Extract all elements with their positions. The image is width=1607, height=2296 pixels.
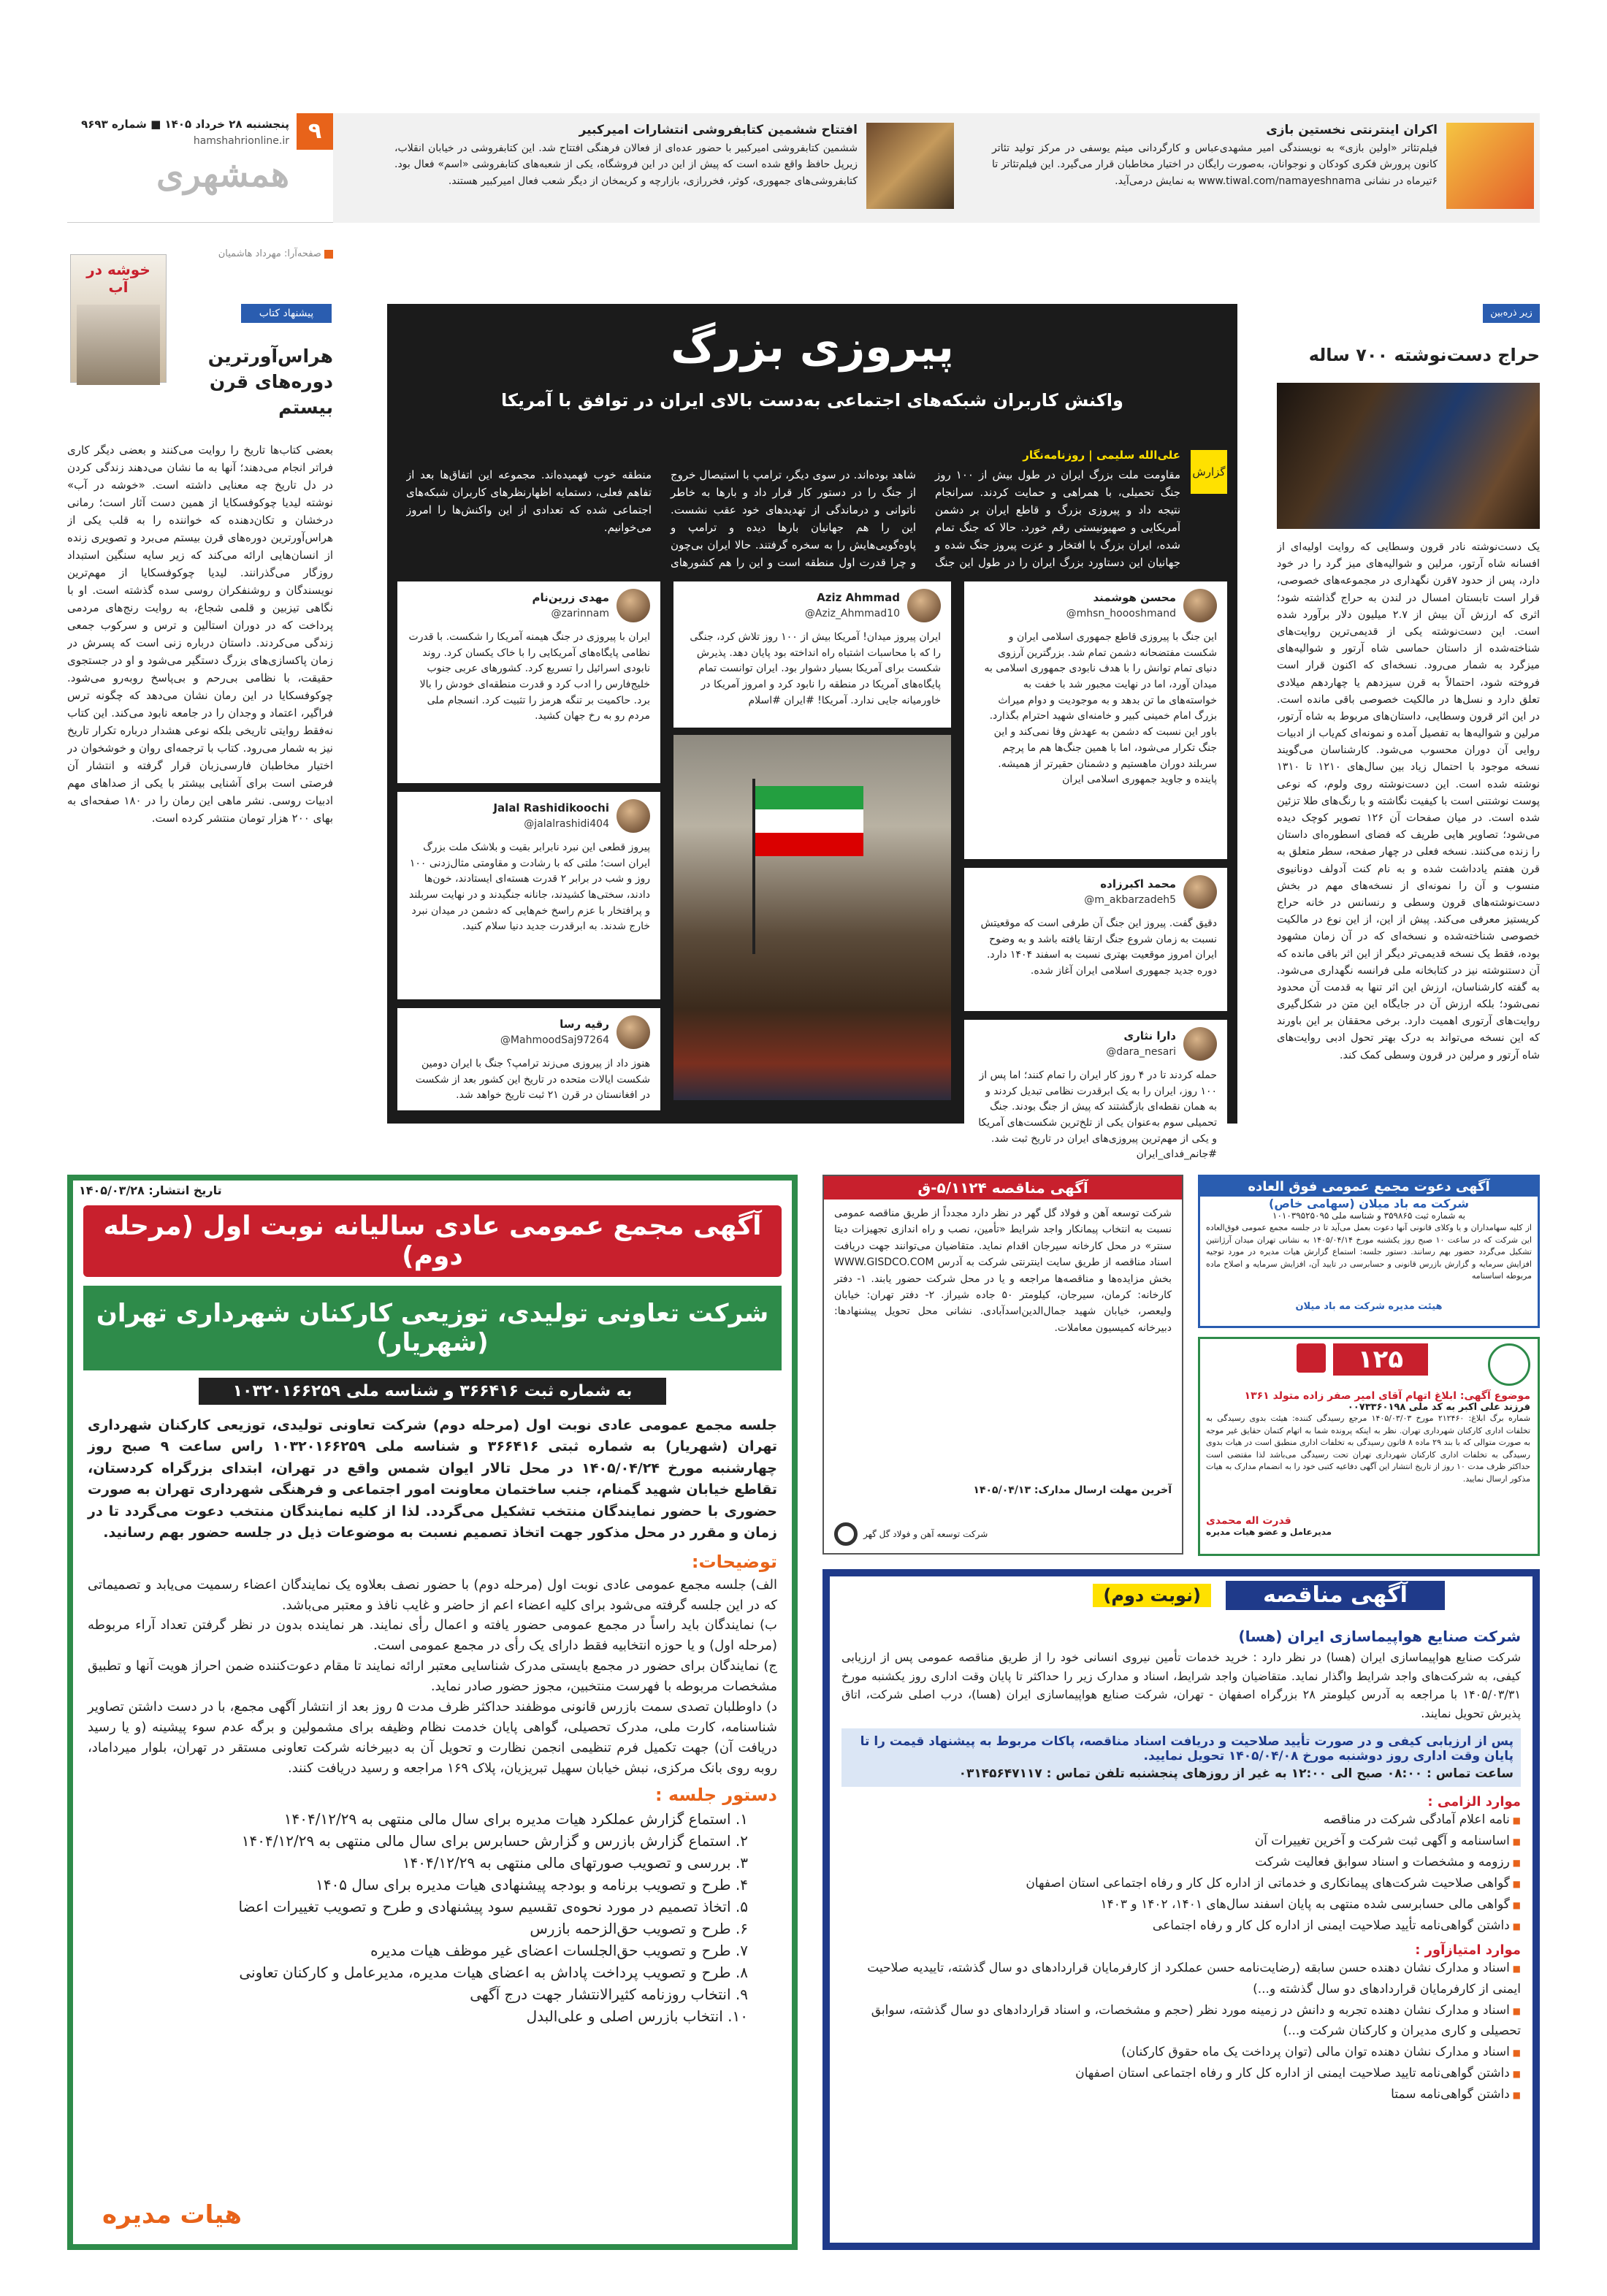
green-ad-intro: جلسه مجمع عمومی عادی نوبت اول (مرحله دوم) شرکت تعاونی تولیدی، توزیعی کارکنان شهرداری تهران (شهریار) به شماره ثبتی ۳۶۶۴۱۶ و شناسه ملی ۱۰۳۲۰۱۶۶۲۵۹ راس ساعت ۹ صبح روز چهارشنبه مورخ ۱۴۰۵/۰۴/۲۴ در محل تالار ایوان شمس واقع در تهران، ابتدای بزرگراه کردستان، تقاطع خیابان شهید گمنام، جنب ساختمان معاونت امور اجتماعی و فرهنگی شهرداری تهران به صورت حضوری با حضور نمایندگان منتخب تشکیل می‌گردد. لذا از کلیه نمایندگان منتخب دعوت می‌گردد تا در زمان و مقرر در محل مذکور جهت اتخاذ تصمیم نسبت به موضوعات ذیل در جلسه حضور بهم رسانید. <box>88 1417 777 1541</box>
manuscript-body: یک دست‌نوشته نادر قرون وسطایی که روایت اولیه‌ای از افسانه شاه آرتور، مرلین و شوالیه‌های میز گرد را در خود دارد، پس از حدود ۷قرن نگهداری در مجموعه‌های خصوصی، قرار است تابستان امسال در لندن به حراج گذاشته شود؛ اثری که ارزش آن بیش از ۲.۷ میلیون دلار برآورد شده است. این دست‌نوشته یکی از قدیمی‌ترین روایت‌های شناخته‌شده از داستان حماسی شاه آرتور و شوالیه‌های میزگرد به شمار می‌رود. نسخه‌ای که اکنون قرار است فروخته شود، احتمالاً به قرن سیزدهم یا چهاردهم میلادی تعلق دارد و نسل‌ها در مالکیت خصوصی باقی مانده است. در این اثر قرون وسطایی، داستان‌های مربوط به شاه آرتور، مرلین و شوالیه‌ها به تفصیل آمده و نمونه‌ای کم‌یاب از ادبیات روایی آن دوران محسوب می‌شود. کارشناسان می‌گویند نسخه موجود با احتمال زیاد بین سال‌های ۱۲۱۰ تا ۱۳۱۰ نوشته شده است. این دست‌نوشته روی ولوم، که نوعی پوست نوشتنی است با کیفیت نگاشته و با رنگ‌های طلا تزئین شده است. در میان صفحات آن ۱۲۶ تصویر کوچک دیده می‌شود؛ تصاویر هایی طریف که فضای اسطوره‌ای داستان را زنده می‌کنند. نسخه فعلی در چهار صفحه، سطر متعلق به قرن هفتم یادداشت شده و به نام کنت آدولف دونانیوی منسوب و آن را نمونه‌ای از نسخه‌های مهم در بخش دست‌نوشته‌های قرون وسطی و رنسانس در خانه حراج کریستیز معرفی می‌کند. پیش از این، از این نوع در مالکیت خصوصی شناخته‌شده و نسخه‌ای که در آن زمان مشهود بوده، فقط یک نسخه قدیمی‌تر دیگر از این اثر باقی مانده که آن دستنوشته نیز در کتابخانه ملی فرانسه نگهداری می‌شود. به گفته کارشناسان، ارزش این اثر تنها به قدمت آن محدود نمی‌شود؛ بلکه ارزش آن در جایگاه این متن در شکل‌گیری روایت‌های آرتوری اهمیت دارد. برخی محققان بر این باورند که این نسخه می‌تواند به درک بهتر تحول ادبی روایت‌های شاه آرتور و مرلین در قرون وسطی کمک کند. <box>1277 541 1540 1061</box>
avatar <box>1183 875 1217 909</box>
agenda-item: ۸. طرح و تصویب پرداخت پاداش به اعضای هیات مدیره، مدیرعامل و کارکنان تعاونی <box>239 1963 748 1981</box>
pts-item: ■ اسناد و مدارک نشان دهنده توان مالی (توان پرداخت یک ماه حقوق کارکنان) <box>841 2042 1521 2063</box>
tweet-author: Jalal Rashidikoochi <box>493 801 609 815</box>
req-item: ■ رزومه و مشخصات و اسناد سوابق فعالیت شرکت <box>841 1852 1521 1873</box>
feature-subtitle: واکنش کاربران شبکه‌های اجتماعی به‌دست بالای ایران در توافق با آمریکا <box>501 390 1123 411</box>
tweet-card <box>397 581 660 783</box>
tweet-handle[interactable]: @mhsn_hoooshmand <box>1066 607 1176 619</box>
tender2-title: آگهی مناقصه <box>1226 1581 1445 1610</box>
note-b: ب) نمایندگان باید راساً در مجمع عمومی حضور یافته و اعمال رأی نمایند. هر نماینده بدون در نظر گرفتن تعداد آراء مربوطه (مرحله اول) و یا حوزه انتخابیه فقط دارای یک رأی در مجمع عمومی است. <box>88 1617 777 1654</box>
avatar <box>617 1015 650 1049</box>
tender1-head: آگهی مناقصه ۵/۱۱۲۴-ق <box>824 1176 1182 1200</box>
manuscript-photo <box>1277 383 1540 529</box>
green-ad-company: شرکت تعاونی تولیدی، توزیعی کارکنان شهرداری تهران (شهریار) <box>83 1286 782 1370</box>
avatar <box>617 799 650 833</box>
pts-item: ■ اسناد و مدارک نشان دهنده تجربه و دانش در زمینه مورد نظر (حجم و مشخصات، و اسناد قراردادهای دو سال گذشته، سوابق تحصیلی و کاری مدیران و کارکنان شرکت و...) <box>841 2000 1521 2043</box>
feature-lead: مقاومت ملت بزرگ ایران در طول بیش از ۱۰۰ روز جنگ تحمیلی، با همراهی و حمایت کردند. سرانجام نتیجه داد و پیروزی بزرگ و قاطع ایران بر دشمن آمریکایی و صهیونیستی رقم خورد. حالا که جنگ تمام شده، ایران بزرگ با افتخار و عزت پیروز جنگ شده و جهانیان این دستاورد بزرگ ایران را در طول این جنگ شاهد بوده‌اند. در سوی دیگر، ترامپ با استیصال خروج از جنگ را در دستور کار قرار داد و بارها به خاطر ناتوانی و درماندگی از تهدیدهای خود عقب نشست. این را هم جهانیان بارها دیده و ترامپ و پاوه‌گویی‌هایش را به سخره گرفتند. حالا ایران بی‌چون و چرا قدرت اول منطقه است و این را هم کشورهای منطقه خوب فهمیده‌اند. مجموعه این اتفاق‌ها بعد از تفاهم فعلی، دستمایه اظهارنظرهای کاربران شبکه‌های اجتماعی شده که تعدادی از این واکنش‌ها را امروز می‌خوانیم. <box>406 468 1180 569</box>
green-ad-reg: به شماره ثبت ۳۶۶۴۱۶ و شناسه ملی ۱۰۳۲۰۱۶۶۲۵۹ <box>199 1378 666 1405</box>
report-kicker: گزارش <box>1191 450 1227 494</box>
editor-credit: صفحه‌آرا: مهرداد هاشمیان <box>67 248 333 259</box>
tweet-text: هنوز داد از پیروزی می‌زند ترامپ؟ جنگ با ایران دومین شکست ایالات متحده در تاریخ این کشور بعد از شکست در افغانستان در قرن ۲۱ ثبت تاریخ خواهد شد. <box>415 1058 650 1102</box>
flag-pole <box>752 779 755 954</box>
tender2-round: (نوبت دوم) <box>1093 1584 1211 1607</box>
tender2-intro: شرکت صنایع هواپیماسازی ایران (هسا) در نظر دارد : خرید خدمات تأمین نیروی انسانی خود را از طریق مناقصه عمومی پس از ارزیابی کیفی، به شرکت‌های واجد شرایط واگذار نماید. متقاضیان واجد شرایط، اسناد و مدارک زیر را حداکثر تا پایان وقت اداری روز یکشنبه مورخ ۱۴۰۵/۰۳/۳۱ با مراجعه به آدرس کیلومتر ۲۸ بزرگراه اصفهان - تهران، شرکت صنایع هواپیماسازی ایران (هسا)، درب اصلی شرکت، اتاق پذیرش تحویل نمایند. <box>841 1650 1521 1720</box>
tweet-author: مهدی زرین‌نام <box>532 590 609 604</box>
green-ad-date: تاریخ انتشار: ۱۴۰۵/۰۳/۲۸ <box>79 1183 222 1197</box>
ambulance-logo-icon <box>1297 1343 1326 1373</box>
tweet-card <box>397 792 660 999</box>
agenda-item: ۶. طرح و تصویب حق‌الزحمه بازرس <box>530 1919 748 1937</box>
green-ad-notes-title: توضیحات: <box>691 1551 777 1572</box>
avatar <box>1183 589 1217 622</box>
logo: همشهری <box>156 154 289 195</box>
agenda-item: ۴. طرح و تصویب برنامه و بودجه پیشنهادی هیات مدیره برای سال ۱۴۰۵ <box>316 1875 748 1893</box>
tweet-handle[interactable]: @zarinnam <box>551 607 609 619</box>
municipal-title: موضوع آگهی: ابلاغ اتهام آقای امیر صفر زاده متولد ۱۳۶۱ <box>1244 1390 1530 1402</box>
req-item: ■ نامه اعلام آمادگی شرکت در مناقصه <box>841 1809 1521 1831</box>
book-cover-title: خوشه در آب <box>86 261 150 296</box>
tweet-text: پیروز قطعی این نبرد نابرابر بقیت و بلاشک ملت بزرگ ایران است؛ ملتی که با رشادت و مقاومتی مثال‌زدنی ۱۰۰ روز و شب در برابر ۲ قدرت هسته‌ای ایستادند، خون‌ها دادند، سختی‌ها کشیدند، جانانه جنگیدند و در نهایت سربلند و پرافتخار با عزم راسخ خم‌هایی که دشمن در میدان نبرد خارج شدند. به ابرقدرت جدید دنیا سلام کنید. <box>408 842 650 933</box>
item2-body: ششمین کتابفروشی امیرکبیر با حضور عده‌ای از فعالان فرهنگی افتتاح شد. این کتابفروشی در خیابان انقلاب، زیرپل حافظ واقع شده است که پیش از این در این فروشگاه، یکی از شعبه‌های کتابفروشی «اسم» فعال بود. کتابفروشی‌های جمهوری، کوثر، فخررازی، بازارچه و کریمخان از دیگر شعب فعال امیرکبیر هستند. <box>394 142 858 187</box>
tweet-card <box>673 581 951 728</box>
req-item: ■ اساسنامه و آگهی ثبت شرکت و آخرین تغییرات آن <box>841 1831 1521 1852</box>
req-list <box>841 1809 1521 1936</box>
assembly-reg: به شماره ثبت ۳۵۹۸۶۵ و شناسه ملی ۱۰۱۰۳۹۵۲۵۰۹۵ <box>1272 1210 1465 1221</box>
note-d: د) داوطلبان تصدی سمت بازرس قانونی موظفند حداکثر ظرف مدت ۵ روز بعد از انتشار آگهی مجمع، با در دست داشتن تصاویر شناسنامه، کارت ملی، مدرک تحصیلی، گواهی پایان خدمت نظام وظیفه برای مشمولین و برگه عدم سوء پیشینه (و یا رسید دریافت آن) جهت تکمیل فرم تنظیمی انجمن نظارت و تحویل آن به دبیرخانه شرکت تعاونی مستقر در تهران، بلوار میرداماد، روبه روی بانک مرکزی، نبش خیابان سهیل تبریزیان، پلاک ۱۶۹ مراجعه و رسید دریافت کنند. <box>88 1698 777 1776</box>
pts-item: ■ داشتن گواهی‌نامه سمتا <box>841 2084 1521 2105</box>
tweet-author: Aziz Ahmmad <box>817 590 900 604</box>
green-ad-agenda-title: دستور جلسه : <box>655 1784 777 1805</box>
tweet-handle[interactable]: @MahmoodSaj97264 <box>500 1034 609 1046</box>
municipal-body: شماره برگ ابلاغ: ۲۱۲۴۶۰ مورخ ۱۴۰۵/۰۳/۰۳ مرجع رسیدگی کننده: هیئت بدوی رسیدگی به تخلفات اداری کارکنان شهرداری تهران. نظر به اینکه پرونده شما به اتهام کتمان حقایق غیر موجه به صورت متوالی که با بند ۲۹ ماده ۸ قانون رسیدگی به تخلفات اداری منطبق است در هیات بدوی رسیدگی به تخلفات اداری کارکنان شهرداری تهران تحت رسیدگی می‌باشد لذا مقتضی است حداکثر ظرف مدت ۱۰ روز از تاریخ انتشار این آگهی دفاعیه کتبی خود را به انضمام مدارک به هیات مذکور ارسال نمایید. <box>1206 1414 1530 1484</box>
pts-item: ■ اسناد و مدارک نشان دهنده حسن سابقه (رضایت‌نامه حسن عملکرد از کارفرمایان قراردادهای دو سال گذشته، تاییدیه صلاحیت ایمنی از کارفرمایان قراردادهای دو سال گذشته و...) <box>841 1958 1521 2000</box>
req-item: ■ داشتن گواهی‌نامه تأیید صلاحیت ایمنی از اداره کل کار و رفاه اجتماعی <box>841 1915 1521 1937</box>
green-ad <box>67 1175 798 2250</box>
pts-title: موارد امتیازآور : <box>1415 1942 1521 1958</box>
note-a: الف) جلسه مجمع عمومی عادی نوبت اول (مرحله دوم) با حضور نصف بعلاوه یک نمایندگان اعضاء رسمیت می‌یابد و تصمیماتی که در این جلسه گرفته می‌شود برای کلیه اعضاء اعم از حاضر و غایب نافذ و معتبر می‌باشد. <box>88 1576 777 1613</box>
agenda-list <box>88 1808 748 2027</box>
feature-panel <box>387 304 1237 1161</box>
manuscript-kicker: زیر ذره‌بین <box>1483 304 1540 323</box>
green-ad-sign: هیات مدیره <box>102 2200 242 2230</box>
agenda-item: ۹. انتخاب روزنامه کثیرالانتشار جهت درج آگهی <box>470 1985 748 2003</box>
req-title: موارد الزامی : <box>1427 1794 1521 1810</box>
pts-list <box>841 1958 1521 2105</box>
tender1-ad <box>822 1175 1183 1555</box>
item1-photo <box>1446 123 1534 209</box>
municipality-logo-icon <box>1488 1343 1530 1386</box>
agenda-item: ۱۰. انتخاب بازرس اصلی و علی‌البدل <box>526 2007 748 2025</box>
tender2-banner: پس از ارزیابی کیفی و در صورت تأیید صلاحیت و دریافت اسناد مناقصه، پاکات مربوط به پیشنهاد قیمت را تا پایان وقت اداری روز دوشنبه مورخ ۱۴۰۵/۰۴/۰۸ تحویل نمایید. ساعت تماس : ۰۸:۰۰ صبح الی ۱۲:۰۰ به غیر از روزهای پنجشنبه تلفن تماس : ۰۳۱۴۵۶۴۷۱۱۷ <box>841 1728 1521 1787</box>
item2-photo <box>866 123 954 209</box>
green-ad-title: آگهی مجمع عمومی عادی سالیانه نوبت اول (مرحله دوم) <box>83 1205 782 1277</box>
tweet-text: این جنگ با پیروزی قاطع جمهوری اسلامی ایران و شکست مفتضحانه دشمن تمام شد. بزرگترین آرزوی دنیای تمام توانش را با هدف نابودی جمهوری اسلامی به میدان آورد، اما در نهایت مجبور شد با خفت به خواسته‌های ما تن بدهد و به موجودیت و دوام میراث بزرگ امام خمینی کبیر و خامنه‌ای شهید احترام بگذارد. باور این نسبت که دشمن به عهدش وفا نمی‌کند و این جنگ تکرار می‌شود، اما با همین جنگ‌ها هم ما پرچم سربلند دوران ماهستیم و دشمنان حقیرتر از همیشه. پاینده و جاوید جمهوری اسلامی ایران <box>984 631 1217 786</box>
item2-title: افتتاح ششمین کتابفروشی انتشارات امیرکبیر <box>579 123 858 137</box>
tweet-card <box>964 581 1227 859</box>
agenda-item: ۲. استماع گزارش بازرس و گزارش حسابرس برای سال مالی منتهی به ۱۴۰۴/۱۲/۲۹ <box>241 1831 748 1850</box>
tweet-handle[interactable]: @dara_nesari <box>1106 1045 1176 1058</box>
agenda-item: ۷. طرح و تصویب حق‌الجلسات اعضای غیر موظف هیات مدیره <box>370 1941 748 1959</box>
tweet-text: ایران با پیروزی در جنگ هیمنه آمریکا را شکست. با قدرت نظامی پایگاه‌های آمریکایی را با خاک یکسان کرد. روند نابودی اسرائیل را تسریع کرد. کشورهای عربی جنوب خلیج‌فارس را ادب کرد و قدرت منطقه‌ای خودش را بالا برد. حاکمیت بر تنگه هرمز را تثبیت کرد. انسجام ملی مردم رو به رخ جهان کشید. <box>408 631 650 722</box>
book-title: هراس‌آورترین دوره‌های قرن بیستم <box>207 346 333 418</box>
site-url[interactable]: hamshahrionline.ir <box>193 135 289 147</box>
gisdco-logo-icon <box>834 1522 858 1546</box>
book-kicker: پیشنهاد کتاب <box>241 304 332 323</box>
manuscript-title: حراج دست‌نوشته ۷۰۰ ساله <box>1308 345 1540 365</box>
num-125: ۱۲۵ <box>1333 1343 1428 1376</box>
top-item-2 <box>387 123 954 214</box>
note-c: ج) نمایندگان برای حضور در مجمع بایستی مدرک شناسایی معتبر ارائه نمایند تا مقام دعوت‌کننده ضمن احراز هویت آنها و تطبیق مشخصات مربوطه با فهرست منتخبین، مجوز حضور صادر نماید. <box>88 1658 777 1695</box>
flag-illustration <box>673 735 951 1100</box>
tweet-author: رقیه رسا <box>560 1017 609 1031</box>
assembly-sign: هیئت مدیره شرکت مه باد میلان <box>1295 1301 1443 1312</box>
tender1-body: شرکت توسعه آهن و فولاد گل گهر در نظر دارد مجدداً از طریق مناقصه عمومی نسبت به انتخاب پیمانکار واجد شرایط «تأمین، نصب و راه اندازی تجهیزات دیتا سنتر» در محل کارخانه سیرجان اقدام نماید. متقاضیان می‌توانند جهت دریافت اسناد مناقصه از طریق سایت اینترنتی شرکت به آدرس WWW.GISDCO.COM بخش مزایده‌ها و مناقصه‌ها مراجعه و یا در محل شرکت حضور یابند. ۱- دفتر کارخانه: کرمان، سیرجان، کیلومتر ۵۰ جاده شیراز. ۲- دفتر تهران: خیابان ولیعصر، خیابان شهید جمال‌الدین‌اسدآبادی. نشانی محل تحویل پیشنهادها: دبیرخانه کمیسیون معاملات. <box>834 1208 1172 1334</box>
item1-title: اکران اینترنتی نخستین بازی <box>1266 123 1438 137</box>
tender2-ad <box>822 1569 1540 2250</box>
avatar <box>617 589 650 622</box>
issue-date: پنجشنبه ۲۸ خرداد ۱۴۰۵ ■ شماره ۹۶۹۳ <box>81 118 289 131</box>
tweet-author: محمد اکبرزاده <box>1100 877 1176 890</box>
tweet-handle[interactable]: @Aziz_Ahmmad10 <box>804 607 900 619</box>
editor-marker <box>324 250 333 259</box>
assembly-ad <box>1198 1175 1540 1328</box>
book-cover <box>70 254 167 383</box>
tweet-text: ایران پیروز میدان! آمریکا بیش از ۱۰۰ روز تلاش کرد، جنگی را که با محاسبات اشتباه راه انداخته بود پایان دهد. پذیرش شکست برای آمریکا بسیار دشوار بود. ایران توانست تمام پایگاه‌های آمریکا در منطقه را نابود کرد و امروز آمریکا در خاورمیانه جایی ندارد. آمریکا! #ایران #اسلام <box>690 631 941 706</box>
tweet-card <box>964 868 1227 1011</box>
page-number: ۹ <box>297 113 333 150</box>
tweet-author: دارا نثاری <box>1123 1029 1176 1042</box>
avatar <box>907 589 941 622</box>
tender1-deadline: آخرین مهلت ارسال مدارک: ۱۴۰۵/۰۴/۱۳ <box>973 1484 1172 1496</box>
avatar <box>1183 1027 1217 1061</box>
tweet-author: محسن هوشمند <box>1093 590 1176 604</box>
municipal-sub: فرزند علی اکبر به کد ملی ۰۰۷۳۳۶۰۱۹۸ <box>1347 1402 1530 1413</box>
item1-body: فیلم‌تئاتر «اولین بازی» به نویسندگی امیر مشهدی‌عباس و کارگردانی میثم یوسفی در مرکز تولید تئاتر کانون پرورش فکری کودکان و نوجوانان، به‌صورت رایگان در اختیار مخاطبان قرار می‌گیرد. این فیلم‌تئاتر تا ۶تیرماه در نشانی www.tiwal.com/namayeshnama به نمایش درمی‌آید. <box>992 142 1438 187</box>
tweet-text: حمله کردند تا در ۴ روز کار ایران را تمام کنند؛ اما پس از ۱۰۰ روز، ایران را به یک ابرقدرت نظامی تبدیل کردند و به همان نقطه‌ای بازگشتند که پیش از جنگ بودند. جنگ تحمیلی سوم به‌عنوان یکی از تلخ‌ترین شکست‌های آمریکا و یکی از مهم‌ترین پیروزی‌های ایران در تاریخ ثبت شد. #جانم_فدای_ایران <box>978 1069 1217 1161</box>
pts-item: ■ داشتن گواهی‌نامه تایید صلاحیت ایمنی از اداره کل کار و رفاه اجتماعی استان اصفهان <box>841 2063 1521 2084</box>
assembly-body: از کلیه سهامداران و یا وکلای قانونی آنها دعوت بعمل می‌آید تا در جلسه مجمع عمومی فوق‌العاده این شرکت که در ساعت ۱۰ صبح روز یکشنبه مورخ ۱۴۰۵/۰۴/۱۴ به نشانی تهران میدان آرژانتین تشکیل می‌گردد حضور بهم رسانند. دستور جلسه: استماع گزارش هیات مدیره در مورد توجیه افزایش سرمایه و گزارش بازرس قانونی و حسابرسی در تایید آن، افزایش سرمایه و اصلاح ماده مربوطه اساسنامه <box>1206 1223 1532 1281</box>
masthead <box>67 113 333 223</box>
book-cover-art <box>77 305 160 385</box>
iran-flag <box>754 786 863 856</box>
municipal-sign: قدرت اله محمدی <box>1206 1515 1291 1527</box>
assembly-title: آگهی دعوت مجمع عمومی فوق العاده <box>1200 1177 1538 1197</box>
tweet-card <box>397 1008 660 1110</box>
req-item: ■ گواهی صلاحیت شرکت‌های پیمانکاری و خدماتی از اداره کل کار و رفاه اجتماعی استان اصفهان <box>841 1873 1521 1894</box>
agenda-item: ۳. بررسی و تصویب صورتهای مالی منتهی به ۱۴۰۴/۱۲/۲۹ <box>402 1853 748 1872</box>
tender2-company: شرکت صنایع هواپیماسازی ایران (هسا) <box>1238 1628 1521 1645</box>
assembly-company: شرکت مه باد میلان (سهامی خاص) <box>1269 1197 1469 1210</box>
tweet-handle[interactable]: @jalalrashidi404 <box>524 817 609 830</box>
top-item-1 <box>985 123 1534 214</box>
agenda-item: ۱. استماع گزارش عملکرد هیات مدیره برای سال مالی منتهی به ۱۴۰۴/۱۲/۲۹ <box>283 1809 748 1828</box>
municipal-ad <box>1198 1337 1540 1556</box>
feature-byline: علی‌الله سلیمی | روزنامه‌نگار <box>1023 449 1180 462</box>
feature-title: پیروزی بزرگ <box>671 321 954 373</box>
tweet-text: دقیق گفت. پیروز این جنگ آن طرفی است که موقعیتش نسبت به زمان شروع جنگ ارتقا یافته باشد و به وضوح ایران امروز موقعیت بهتری نسبت به اسفند ۱۴۰۴ دارد. دوره جدید جمهوری اسلامی ایران آغاز شده. <box>980 918 1217 977</box>
book-body: بعضی کتاب‌ها تاریخ را روایت می‌کنند و بعضی دیگر کاری فراتر انجام می‌دهند؛ آنها به ما نشان می‌دهند زندگی کردن در دل تاریخ چه معنایی داشته است. «خوشه در آب» نوشته لیدیا چوکوفسکایا از همین دست آثار است؛ رمانی درخشان و تکان‌دهنده که خواننده را به قلب یکی از هراس‌آورترین دوره‌های قرن بیستم می‌برد و تصویری زنده از انسان‌هایی ارائه می‌کند که زیر سایه سنگین استبداد روزگار می‌گذرانند. لیدیا چوکوفسکایا از مهم‌ترین نویسندگان و روشنفکران روسی سده گذشته است. او با نگاهی تیزبین و قلمی شجاع، به روایت رنج‌های مردمی پرداخت که در دوران استالین و ترس و سرکوب جمعی زندگی می‌کردند. داستان درباره زنی است که پسرش در زمان پاکسازی‌های بزرگ دستگیر می‌شود و او در جستجوی حقیقت، با نظامی بی‌رحم و بی‌پاسخ روبه‌رو می‌شود. چوکوفسکایا در این رمان نشان می‌دهد که چگونه ترس فراگیر، اعتماد و وجدان را در جامعه نابود می‌کند. این کتاب نه‌فقط روایتی تاریخی بلکه نوعی هشدار درباره تکرار تاریخ نیز به شمار می‌رود. کتاب با ترجمه‌ای روان و خوشخوان در اختیار مخاطبان فارسی‌زبان قرار گرفته و انتشار آن فرصتی است برای آشنایی بیشتر با یکی از صداهای مهم ادبیات روسی. نشر ماهی این رمان را در ۱۸۰ صفحه‌ای به بهای ۲۰۰ هزار تومان منتشر کرده است. <box>67 443 333 825</box>
tender1-logo: شرکت توسعه آهن و فولاد گل گهر <box>834 1522 988 1546</box>
agenda-item: ۵. اتخاذ تصمیم در مورد نحوه‌ی تقسیم سود پیشنهادی و طرح و تصویب تغییرات اعضا <box>238 1897 748 1915</box>
green-ad-notes <box>88 1575 777 1779</box>
municipal-sign-role: مدیرعامل و عضو هیات مدیره <box>1206 1527 1332 1537</box>
tweet-handle[interactable]: @m_akbarzadeh5 <box>1084 893 1176 906</box>
req-item: ■ گواهی مالی حسابرسی شده منتهی به پایان اسفند سال‌های ۱۴۰۱، ۱۴۰۲ و ۱۴۰۳ <box>841 1894 1521 1915</box>
